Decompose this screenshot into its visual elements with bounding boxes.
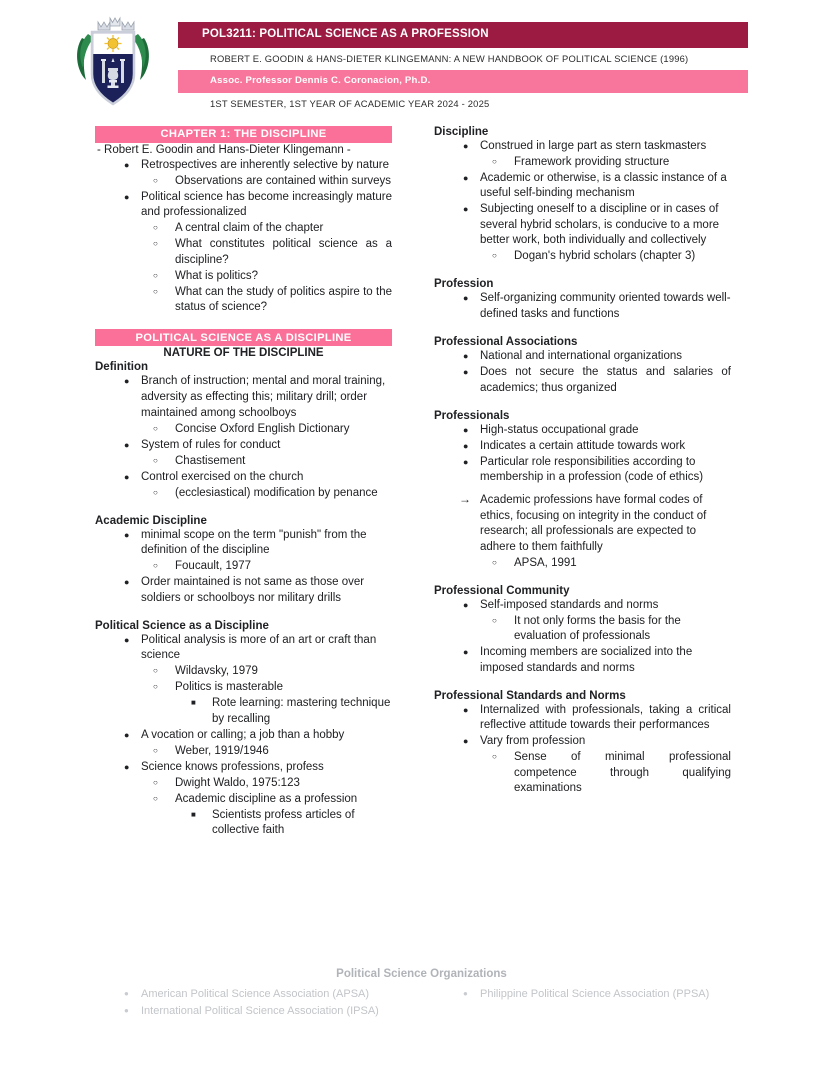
list-item [434, 493, 731, 555]
list-item-text: Construed in large part as stern taskmasters [480, 139, 707, 152]
square-bullet-icon: ■ [191, 809, 196, 819]
circle-bullet-icon: ○ [153, 745, 158, 755]
list-item-text: Incoming members are socialized into the imposed standards and norms [480, 646, 693, 674]
list-item [434, 171, 731, 202]
list-item [95, 438, 392, 454]
list-item [95, 696, 392, 727]
academic-discipline-heading: Academic Discipline [95, 514, 207, 527]
disc-bullet-icon: ● [463, 293, 469, 304]
section-spacer [95, 607, 392, 620]
circle-bullet-icon: ○ [492, 615, 497, 625]
section-spacer [434, 323, 731, 336]
academic-bullets [95, 528, 392, 559]
list-item [434, 155, 731, 171]
arrow-callout [434, 493, 731, 555]
definition-heading: Definition [95, 361, 149, 374]
list-item [434, 645, 731, 676]
list-item-text: Control exercised on the church [141, 470, 304, 483]
footer-title: Political Science Organizations [336, 968, 507, 980]
discipline-sub-1 [434, 155, 731, 171]
standards-bullets [434, 703, 731, 750]
disc-bullet-icon: ● [463, 736, 469, 747]
list-item [95, 776, 392, 792]
list-item [95, 680, 392, 696]
disc-bullet-icon: ● [463, 204, 469, 215]
list-item-text: Observations are contained within surveys [175, 174, 392, 187]
definition-bullets [95, 374, 392, 421]
list-item-text: Subjecting oneself to a discipline or in cases of several hybrid scholars, is conducive to a more better work, both individually and collectively [480, 203, 720, 247]
psd-sub-1-a [95, 696, 392, 727]
disc-bullet-icon: ● [463, 599, 469, 610]
list-item-text: National and international organizations [480, 349, 683, 362]
list-item [434, 750, 731, 797]
list-item-text: What constitutes political science as a discipline? [175, 238, 392, 266]
circle-bullet-icon: ○ [153, 793, 158, 803]
circle-bullet-icon: ○ [153, 561, 158, 571]
circle-bullet-icon: ○ [153, 777, 158, 787]
definition-bullets-3 [95, 470, 392, 486]
list-item-text: What can the study of politics aspire to the status of science? [175, 285, 392, 314]
academic-bullets-2 [95, 575, 392, 606]
disc-bullet-icon: ● [124, 159, 130, 170]
chapter-bullets-2 [95, 190, 392, 221]
list-item-text: American Political Science Association (APSA) [141, 988, 370, 1000]
list-item [434, 556, 731, 572]
disc-bullet-icon: ● [463, 424, 469, 435]
community-sub-1 [434, 614, 731, 645]
list-item [434, 439, 731, 455]
psd-bullets [95, 633, 392, 664]
list-item [95, 664, 392, 680]
reference-line: ROBERT E. GOODIN & HANS-DIETER KLINGEMANN: A NEW HANDBOOK OF POLITICAL SCIENCE (1996) [210, 52, 689, 64]
section-spacer [434, 677, 731, 690]
list-item-text: (ecclesiastical) modification by penance [175, 486, 378, 499]
disc-bullet-icon: ● [463, 456, 469, 467]
disc-bullet-icon: ● [124, 761, 130, 772]
list-item [95, 760, 392, 776]
list-item-text: It not only forms the basis for the evaluation of professionals [514, 614, 681, 643]
section-spacer [434, 486, 731, 493]
list-item-text: Self-imposed standards and norms [480, 598, 659, 611]
psd-sub-1 [95, 664, 392, 696]
professionals-heading: Professionals [434, 409, 510, 422]
list-item [95, 454, 392, 470]
list-item [95, 285, 392, 316]
circle-bullet-icon: ○ [153, 223, 158, 233]
psd-bullets-2 [95, 728, 392, 744]
circle-bullet-icon: ○ [153, 286, 158, 296]
list-item [95, 190, 392, 221]
list-item [95, 470, 392, 486]
chapter-byline: - Robert E. Goodin and Hans-Dieter Klingemann - [97, 143, 351, 156]
disc-bullet-icon: ● [463, 440, 469, 451]
list-item-text: Particular role responsibilities according to membership in a profession (code of ethics) [480, 455, 704, 484]
list-item [434, 614, 731, 645]
standards-sub [434, 750, 731, 797]
arrow-bullet-icon: → [459, 492, 471, 507]
definition-bullets-2 [95, 438, 392, 454]
list-item [95, 744, 392, 760]
list-item-text: What is politics? [175, 269, 259, 282]
list-item [434, 291, 731, 322]
definition-sub-1 [95, 422, 392, 438]
disc-bullet-icon: ● [124, 1006, 129, 1016]
disc-bullet-icon: ● [124, 376, 130, 387]
footer-left-list [95, 986, 392, 1020]
definition-sub-3 [95, 486, 392, 502]
square-bullet-icon: ■ [191, 698, 196, 708]
list-item [434, 598, 731, 614]
circle-bullet-icon: ○ [153, 239, 158, 249]
list-item [95, 1003, 392, 1020]
list-item [434, 734, 731, 750]
circle-bullet-icon: ○ [153, 423, 158, 433]
disc-bullet-icon: ● [124, 577, 130, 588]
content-columns [0, 116, 828, 840]
list-item [95, 792, 392, 808]
list-item-text: A central claim of the chapter [175, 222, 324, 235]
academic-sub-1 [95, 559, 392, 575]
disc-bullet-icon: ● [463, 647, 469, 658]
disc-bullet-icon: ● [463, 172, 469, 183]
psd-sub-3-a [95, 808, 392, 839]
list-item [434, 202, 731, 249]
university-crest-logo [70, 16, 156, 112]
disc-bullet-icon: ● [463, 704, 469, 715]
section-spacer [434, 265, 731, 278]
left-column [95, 126, 392, 840]
professional-associations-heading: Professional Associations [434, 335, 578, 348]
list-item-text: Science knows professions, profess [141, 760, 324, 773]
circle-bullet-icon: ○ [492, 251, 497, 261]
right-column [434, 126, 731, 840]
list-item-text: Chastisement [175, 454, 246, 467]
disc-bullet-icon: ● [124, 729, 130, 740]
nature-subtitle: NATURE OF THE DISCIPLINE [163, 347, 324, 360]
list-item [95, 269, 392, 285]
footer-left-column [95, 986, 392, 1020]
disc-bullet-icon: ● [124, 471, 130, 482]
discipline-heading: Discipline [434, 125, 489, 138]
list-item-text: Foucault, 1977 [175, 560, 252, 573]
community-bullets [434, 598, 731, 614]
document-header [0, 0, 828, 116]
list-item-text: Internalized with professionals, taking a critical reflective attitude towards their performances [480, 703, 731, 732]
course-title-bar: POL3211: POLITICAL SCIENCE AS A PROFESSION [178, 22, 748, 48]
list-item [434, 365, 731, 396]
list-item [95, 174, 392, 190]
disc-bullet-icon: ● [124, 191, 130, 202]
circle-bullet-icon: ○ [153, 175, 158, 185]
list-item-text: High-status occupational grade [480, 423, 639, 436]
disc-bullet-icon: ● [124, 529, 130, 540]
disc-bullet-icon: ● [124, 989, 129, 998]
community-bullets-2 [434, 645, 731, 676]
circle-bullet-icon: ○ [492, 156, 497, 166]
term-line: 1ST SEMESTER, 1ST YEAR OF ACADEMIC YEAR 2024 - 2025 [210, 98, 490, 110]
list-item [95, 221, 392, 237]
professional-standards-heading: Professional Standards and Norms [434, 689, 626, 702]
list-item [434, 349, 731, 365]
list-item [95, 158, 392, 174]
section-spacer [434, 397, 731, 410]
polsci-discipline-heading: Political Science as a Discipline [95, 619, 269, 632]
list-item-text: Does not secure the status and salaries of academics; thus organized [480, 366, 731, 394]
profession-heading: Profession [434, 278, 494, 291]
list-item-text: Politics is masterable [175, 681, 284, 694]
list-item-text: Philippine Political Science Association (PPSA) [480, 988, 710, 1000]
list-item [95, 486, 392, 502]
list-item-text: Academic or otherwise, is a classic instance of a useful self-binding mechanism [480, 171, 727, 200]
list-item [95, 528, 392, 559]
psd-bullets-3 [95, 760, 392, 776]
list-item [434, 249, 731, 265]
professionals-bullets [434, 423, 731, 486]
footer-right-column [434, 986, 731, 1020]
list-item-text: Dogan's hybrid scholars (chapter 3) [514, 250, 696, 263]
list-item-text: Sense of minimal professional competence through qualifying examinations [514, 751, 731, 795]
circle-bullet-icon: ○ [153, 666, 158, 676]
disc-bullet-icon: ● [124, 634, 130, 645]
list-item-text: Order maintained is not same as those over soldiers or schoolboys nor military drills [141, 576, 365, 604]
list-item [434, 139, 731, 155]
list-item-text: Vary from profession [480, 735, 586, 748]
section-spacer [95, 316, 392, 329]
disc-bullet-icon: ● [463, 989, 468, 998]
discipline-bullets [434, 139, 731, 155]
list-item [95, 575, 392, 606]
section-spacer [434, 572, 731, 585]
list-item [95, 559, 392, 575]
list-item-text: Academic professions have formal codes of ethics, focusing on integrity in the conduct of research; all professionals are expected to adhere to them faithfully [480, 494, 707, 553]
list-item-text: Rote learning: mastering technique by recalling [212, 697, 391, 725]
list-item-text: Weber, 1919/1946 [175, 744, 269, 757]
list-item-text: minimal scope on the term "punish" from the definition of the discipline [141, 528, 367, 557]
list-item-text: Political science has become increasingly mature and professionalized [141, 190, 392, 219]
list-item [95, 728, 392, 744]
circle-bullet-icon: ○ [492, 752, 497, 762]
list-item [95, 237, 392, 268]
disc-bullet-icon: ● [463, 367, 469, 377]
circle-bullet-icon: ○ [492, 557, 497, 567]
list-item-text: Academic discipline as a profession [175, 792, 358, 805]
circle-bullet-icon: ○ [153, 682, 158, 692]
circle-bullet-icon: ○ [153, 270, 158, 280]
list-item [95, 374, 392, 421]
psd-sub-3 [95, 776, 392, 808]
list-item-text: Retrospectives are inherently selective by nature [141, 158, 390, 171]
header-title-block [178, 22, 748, 116]
discipline-sub-2 [434, 249, 731, 265]
discipline-bullets-2 [434, 171, 731, 249]
list-item-text: Wildavsky, 1979 [175, 665, 258, 678]
list-item-text: International Political Science Association (IPSA) [141, 1005, 379, 1018]
section-spacer [95, 502, 392, 515]
chapter-bullets [95, 158, 392, 174]
list-item-text: Scientists profess articles of collective faith [212, 808, 355, 837]
psd-sub-2 [95, 744, 392, 760]
footer-columns [95, 986, 748, 1020]
profession-bullets [434, 291, 731, 322]
list-item-text: APSA, 1991 [514, 556, 577, 569]
associations-bullets [434, 349, 731, 396]
list-item-text: Concise Oxford English Dictionary [175, 422, 350, 435]
list-item-text: Indicates a certain attitude towards work [480, 439, 686, 452]
definition-sub-2 [95, 454, 392, 470]
professional-community-heading: Professional Community [434, 584, 570, 597]
chapter-banner: CHAPTER 1: THE DISCIPLINE [95, 126, 392, 143]
list-item [434, 423, 731, 439]
list-item [434, 455, 731, 486]
list-item-text: Branch of instruction; mental and moral training, adversity as effecting this; military drill; order maintained among schoolboys [141, 375, 386, 419]
arrow-sub [434, 556, 731, 572]
list-item-text: Political analysis is more of an art or craft than science [141, 633, 377, 662]
list-item [434, 703, 731, 734]
list-item [434, 986, 731, 1003]
list-item-text: Dwight Waldo, 1975:123 [175, 776, 300, 789]
list-item [95, 422, 392, 438]
professor-bar: Assoc. Professor Dennis C. Coronacion, Ph.D. [178, 70, 748, 93]
list-item-text: A vocation or calling; a job than a hobby [141, 728, 345, 741]
discipline-banner: POLITICAL SCIENCE AS A DISCIPLINE [95, 329, 392, 346]
circle-bullet-icon: ○ [153, 455, 158, 465]
chapter-subbullets-2 [95, 221, 392, 316]
list-item [95, 633, 392, 664]
footer-organizations [0, 968, 828, 1020]
list-item-text: Self-organizing community oriented towards well-defined tasks and functions [480, 292, 731, 320]
circle-bullet-icon: ○ [153, 487, 158, 497]
list-item-text: Framework providing structure [514, 155, 670, 168]
disc-bullet-icon: ● [463, 140, 469, 151]
list-item [95, 808, 392, 839]
chapter-subbullets-1 [95, 174, 392, 190]
list-item [95, 986, 392, 1003]
disc-bullet-icon: ● [124, 439, 130, 450]
disc-bullet-icon: ● [463, 350, 469, 361]
list-item-text: System of rules for conduct [141, 438, 281, 451]
footer-right-list [434, 986, 731, 1003]
